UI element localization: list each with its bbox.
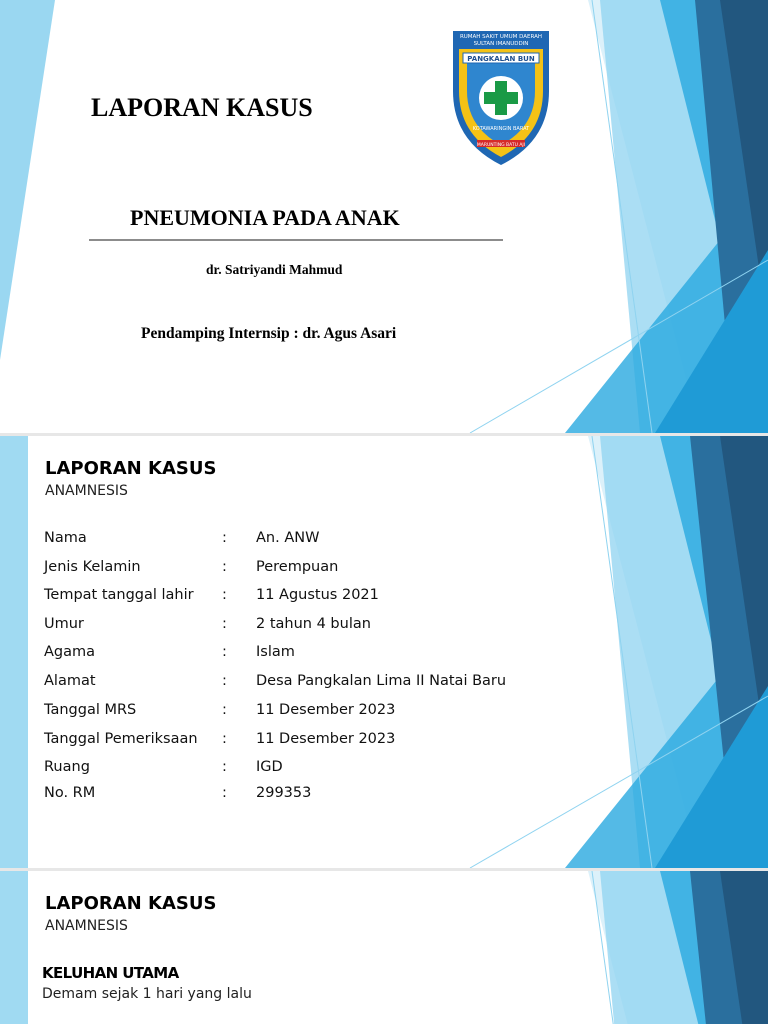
row-label: Tanggal MRS bbox=[44, 702, 137, 718]
slide-subtitle: ANAMNESIS bbox=[45, 918, 128, 934]
row-value: 2 tahun 4 bulan bbox=[256, 616, 371, 632]
title-slide bbox=[0, 0, 768, 433]
hospital-logo bbox=[449, 31, 553, 166]
row-separator: : bbox=[222, 559, 227, 575]
row-separator: : bbox=[222, 759, 227, 775]
slide-subtitle: PNEUMONIA PADA ANAK bbox=[130, 205, 400, 230]
row-separator: : bbox=[222, 587, 227, 603]
row-value: 11 Desember 2023 bbox=[256, 702, 396, 718]
svg-text:KOTAWARINGIN BARAT: KOTAWARINGIN BARAT bbox=[472, 126, 530, 132]
row-separator: : bbox=[222, 731, 227, 747]
svg-text:PANGKALAN BUN: PANGKALAN BUN bbox=[467, 55, 535, 63]
row-label: Jenis Kelamin bbox=[44, 559, 141, 575]
title-divider bbox=[89, 239, 503, 241]
row-separator: : bbox=[222, 530, 227, 546]
row-value: 299353 bbox=[256, 785, 312, 801]
row-label: Ruang bbox=[44, 759, 90, 775]
row-value: 11 Desember 2023 bbox=[256, 731, 396, 747]
row-separator: : bbox=[222, 673, 227, 689]
row-value: Islam bbox=[256, 644, 295, 660]
supervisor-line: Pendamping Internsip : dr. Agus Asari bbox=[141, 325, 397, 342]
row-separator: : bbox=[222, 644, 227, 660]
section-heading: KELUHAN UTAMA bbox=[42, 964, 179, 982]
slide-subtitle: ANAMNESIS bbox=[45, 483, 128, 499]
row-label: Alamat bbox=[44, 673, 96, 689]
slide-title: LAPORAN KASUS bbox=[45, 458, 217, 479]
row-separator: : bbox=[222, 616, 227, 632]
row-separator: : bbox=[222, 785, 227, 801]
row-value: Perempuan bbox=[256, 559, 339, 575]
row-value: Desa Pangkalan Lima II Natai Baru bbox=[256, 673, 507, 689]
svg-text:RUMAH SAKIT UMUM DAERAH: RUMAH SAKIT UMUM DAERAH bbox=[459, 34, 543, 40]
row-label: Tempat tanggal lahir bbox=[44, 587, 194, 603]
row-label: Nama bbox=[44, 530, 87, 546]
row-label: Umur bbox=[44, 616, 84, 632]
row-value: 11 Agustus 2021 bbox=[256, 587, 379, 603]
section-text: Demam sejak 1 hari yang lalu bbox=[42, 986, 252, 1002]
row-separator: : bbox=[222, 702, 227, 718]
slide-title: LAPORAN KASUS bbox=[91, 93, 313, 122]
row-label: Tanggal Pemeriksaan bbox=[44, 731, 198, 747]
row-label: Agama bbox=[44, 644, 96, 660]
row-value: An. ANW bbox=[256, 530, 320, 546]
anamnesis-slide bbox=[0, 436, 768, 868]
slide-decoration bbox=[0, 436, 768, 868]
row-label: No. RM bbox=[44, 785, 96, 801]
svg-text:SULTAN IMANUDDIN: SULTAN IMANUDDIN bbox=[473, 41, 529, 47]
row-value: IGD bbox=[256, 759, 283, 775]
author-name: dr. Satriyandi Mahmud bbox=[206, 262, 343, 277]
svg-text:MARUNTING BATU AJI: MARUNTING BATU AJI bbox=[476, 143, 526, 148]
complaint-slide bbox=[0, 871, 768, 1024]
slide-title: LAPORAN KASUS bbox=[45, 893, 217, 914]
